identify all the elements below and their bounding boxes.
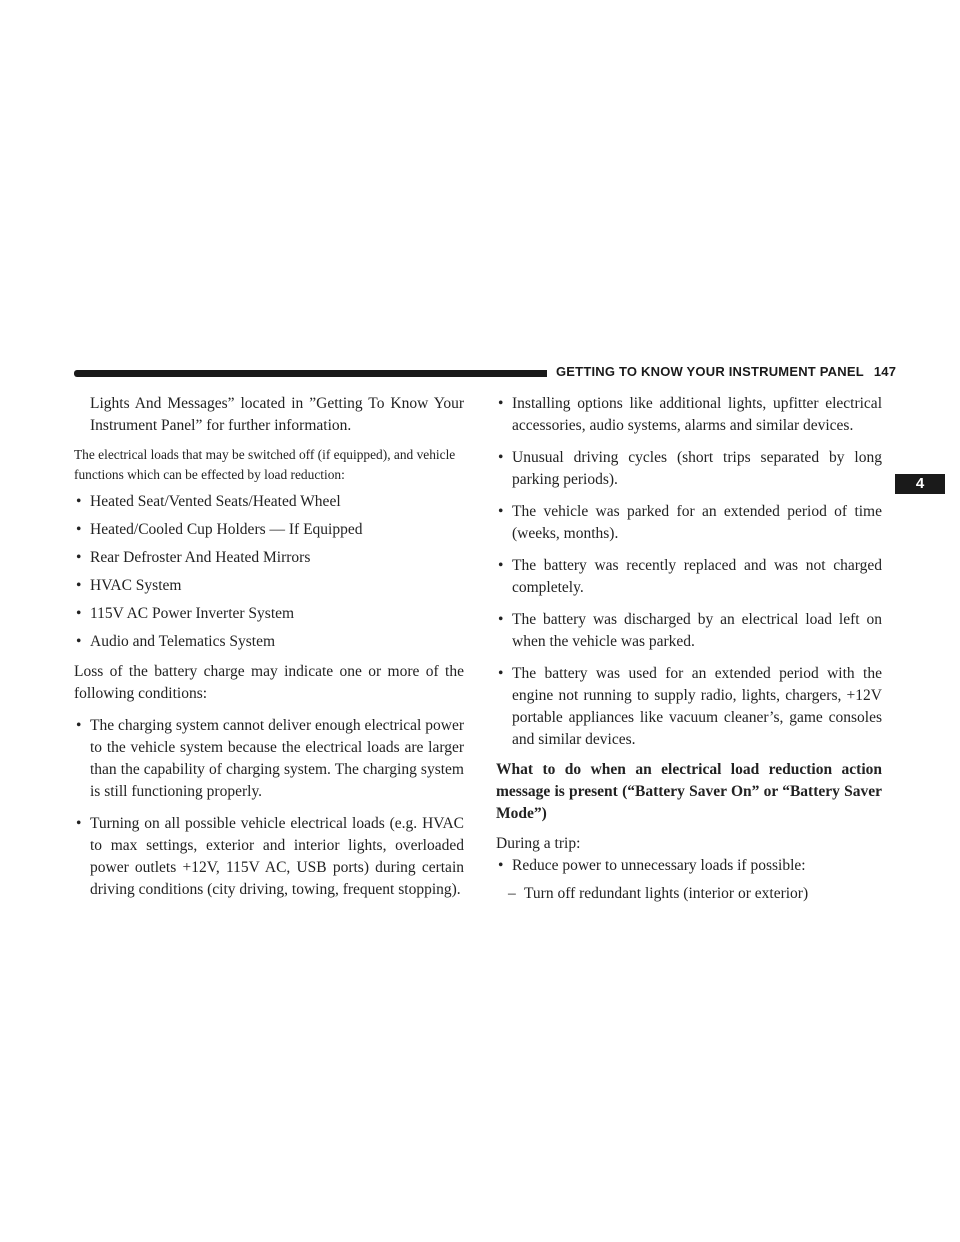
list-item: • HVAC System <box>74 575 464 597</box>
list-item: – Turn off redundant lights (interior or exterior) <box>508 883 882 905</box>
condition-list-left <box>74 715 464 901</box>
list-item: • Turning on all possible vehicle electrical loads (e.g. HVAC to max settings, exterior and interior lights, overloaded power outlets +12V, 115V AC, USB ports) during certain driving conditions (city driving, towing, frequent stopping). <box>74 813 464 901</box>
continued-paragraph: Lights And Messages” located in ”Getting To Know Your Instrument Panel” for further information. <box>90 395 464 434</box>
list-item: • The battery was recently replaced and was not charged completely. <box>496 555 882 599</box>
list-item: • Installing options like additional lights, upfitter electrical accessories, audio systems, alarms and similar devices. <box>496 393 882 437</box>
list-item: • 115V AC Power Inverter System <box>74 603 464 625</box>
list-item: • Heated Seat/Vented Seats/Heated Wheel <box>74 491 464 513</box>
action-heading: What to do when an electrical load reduction action message is present (“Battery Saver On” or “Battery Saver Mode”) <box>496 761 882 822</box>
loss-intro: Loss of the battery charge may indicate one or more of the following conditions: <box>74 663 464 702</box>
section-title: GETTING TO KNOW YOUR INSTRUMENT PANEL <box>556 364 864 379</box>
list-item: • Unusual driving cycles (short trips separated by long parking periods). <box>496 447 882 491</box>
condition-list-right <box>496 393 882 751</box>
load-list <box>74 491 464 653</box>
list-item: • Rear Defroster And Heated Mirrors <box>74 547 464 569</box>
right-column <box>496 393 882 905</box>
list-item: • Heated/Cooled Cup Holders — If Equipped <box>74 519 464 541</box>
header-rule <box>74 370 547 377</box>
during-trip-label: During a trip: <box>496 835 581 852</box>
chapter-tab: 4 <box>895 474 945 494</box>
list-item: • The charging system cannot deliver enough electrical power to the vehicle system because the electrical loads are larger than the capability of charging system. The charging system is still functioning properly. <box>74 715 464 803</box>
running-header <box>556 364 897 379</box>
page-number: 147 <box>873 364 897 379</box>
list-item: • Audio and Telematics System <box>74 631 464 653</box>
left-column <box>74 393 464 901</box>
loads-intro: The electrical loads that may be switched off (if equipped), and vehicle functions which can be effected by load reduction: <box>74 447 456 482</box>
trip-list <box>496 855 882 877</box>
trip-sublist <box>496 883 882 905</box>
list-item: • Reduce power to unnecessary loads if possible: <box>496 855 882 877</box>
list-item: • The vehicle was parked for an extended period of time (weeks, months). <box>496 501 882 545</box>
list-item: • The battery was discharged by an electrical load left on when the vehicle was parked. <box>496 609 882 653</box>
list-item: • The battery was used for an extended period with the engine not running to supply radio, lights, chargers, +12V portable appliances like vacuum cleaner’s, game consoles and similar devices. <box>496 663 882 751</box>
